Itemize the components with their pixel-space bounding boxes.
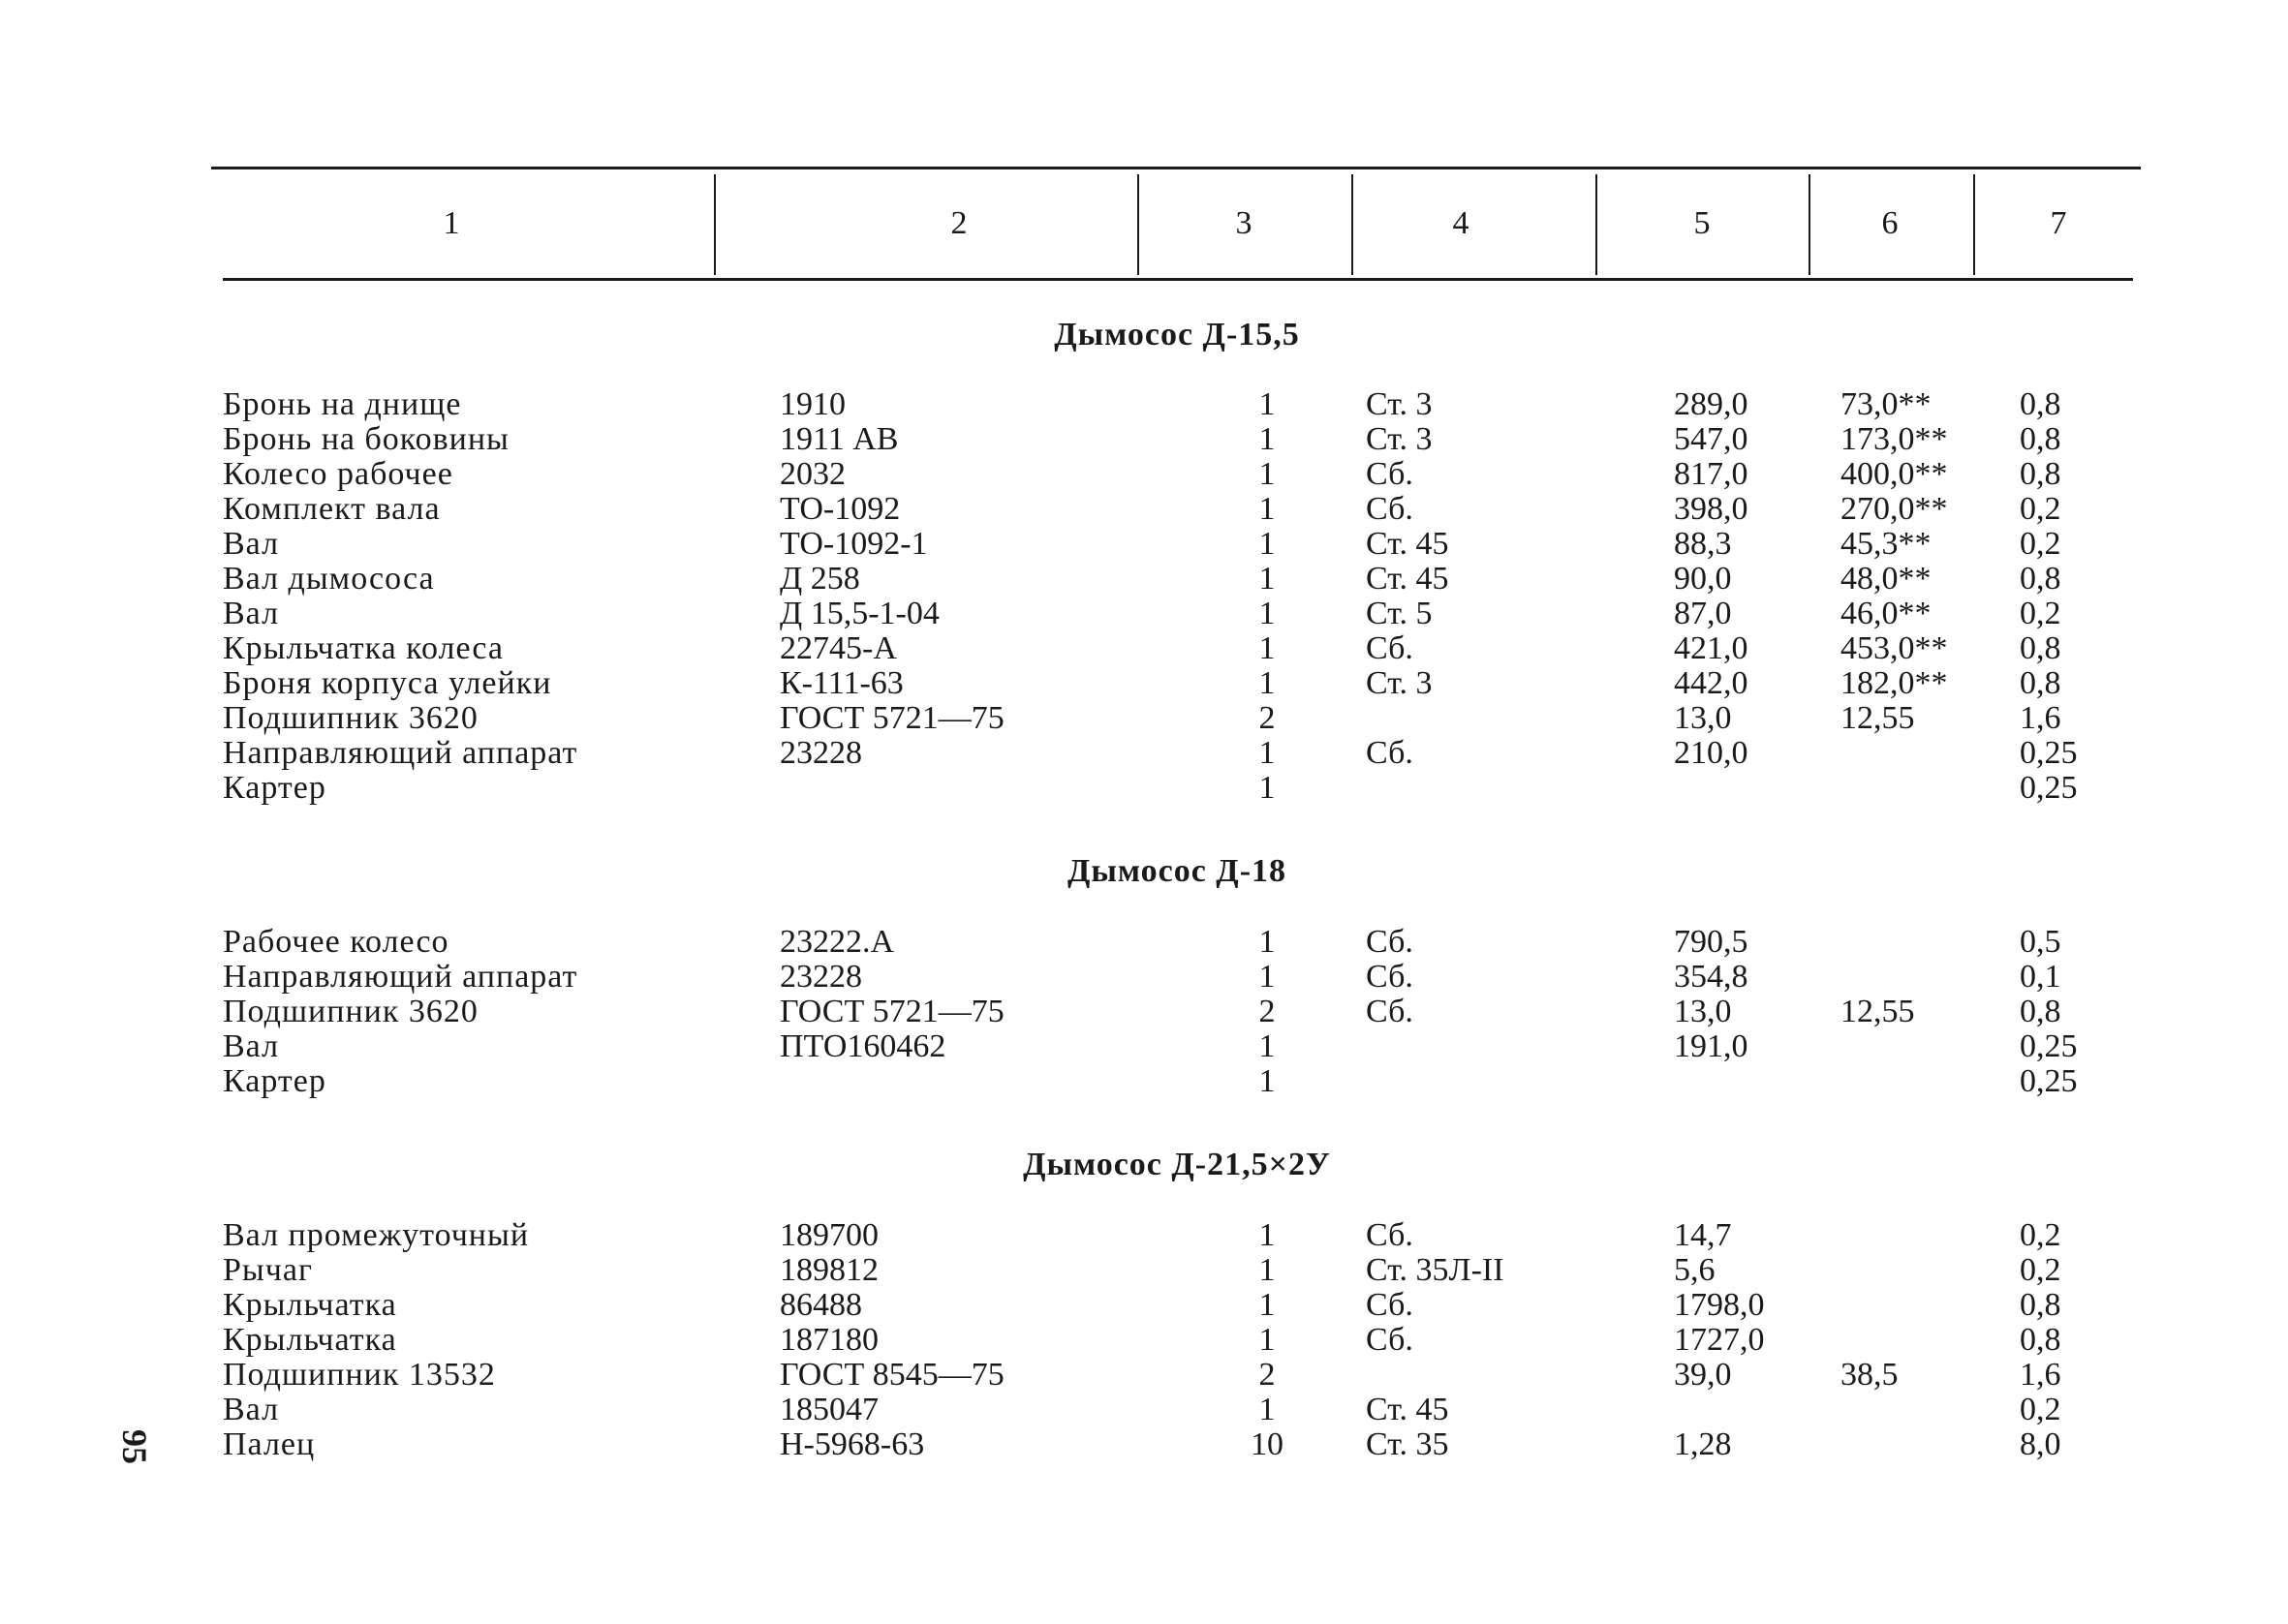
table-row xyxy=(0,995,2288,1029)
header-divider xyxy=(1351,174,1353,275)
material-cell: Ст. 3 xyxy=(1366,421,1433,457)
header-divider xyxy=(1595,174,1597,275)
table-row xyxy=(0,527,2288,562)
drawing-number-cell: ГОСТ 8545—75 xyxy=(780,1357,1005,1393)
table-row xyxy=(0,771,2288,806)
mass-cell: 191,0 xyxy=(1674,1028,1748,1064)
wear-rate-cell: 0,2 xyxy=(2020,1252,2061,1288)
drawing-number-cell: 1910 xyxy=(780,386,846,422)
mass-cell: 5,6 xyxy=(1674,1252,1716,1288)
item-name-cell: Палец xyxy=(223,1426,316,1462)
wear-rate-cell: 0,8 xyxy=(2020,1287,2061,1323)
mass-2-cell: 173,0** xyxy=(1840,421,1948,457)
material-cell: Ст. 35Л-II xyxy=(1366,1252,1504,1288)
table-row xyxy=(0,1029,2288,1064)
mass-cell: 90,0 xyxy=(1674,561,1732,597)
mass-2-cell: 46,0** xyxy=(1840,596,1932,631)
material-cell: Сб. xyxy=(1366,994,1413,1029)
material-cell: Сб. xyxy=(1366,1287,1413,1323)
quantity-cell: 1 xyxy=(1258,1028,1276,1064)
mass-cell: 1,28 xyxy=(1674,1426,1732,1462)
mass-cell: 421,0 xyxy=(1674,630,1748,666)
item-name-cell: Направляющий аппарат xyxy=(223,959,578,995)
item-name-cell: Подшипник 13532 xyxy=(223,1357,496,1393)
wear-rate-cell: 0,1 xyxy=(2020,959,2061,995)
mass-2-cell: 270,0** xyxy=(1840,491,1948,527)
mass-2-cell: 12,55 xyxy=(1840,994,1915,1029)
wear-rate-cell: 0,8 xyxy=(2020,630,2061,666)
quantity-cell: 1 xyxy=(1258,1252,1276,1288)
table-row xyxy=(0,597,2288,631)
wear-rate-cell: 0,2 xyxy=(2020,526,2061,562)
header-divider xyxy=(714,174,716,275)
table-row xyxy=(0,1427,2288,1462)
item-name-cell: Крыльчатка xyxy=(223,1287,397,1323)
item-name-cell: Подшипник 3620 xyxy=(223,700,479,736)
drawing-number-cell: 23228 xyxy=(780,735,862,771)
mass-cell: 1798,0 xyxy=(1674,1287,1765,1323)
table-row xyxy=(0,1358,2288,1393)
drawing-number-cell: 23228 xyxy=(780,959,862,995)
header-divider xyxy=(1973,174,1975,275)
mass-cell: 790,5 xyxy=(1674,924,1748,960)
quantity-cell: 1 xyxy=(1258,1322,1276,1358)
item-name-cell: Вал xyxy=(223,1028,280,1064)
item-name-cell: Комплект вала xyxy=(223,491,441,527)
table-row xyxy=(0,1218,2288,1253)
drawing-number-cell: 185047 xyxy=(780,1392,879,1427)
table-row xyxy=(0,1253,2288,1288)
material-cell: Ст. 45 xyxy=(1366,1392,1449,1427)
mass-2-cell: 38,5 xyxy=(1840,1357,1899,1393)
drawing-number-cell: 2032 xyxy=(780,456,846,492)
item-name-cell: Крыльчатка xyxy=(223,1322,397,1358)
quantity-cell: 1 xyxy=(1258,596,1276,631)
quantity-cell: 1 xyxy=(1258,735,1276,771)
drawing-number-cell: ПТО160462 xyxy=(780,1028,946,1064)
mass-2-cell: 400,0** xyxy=(1840,456,1948,492)
item-name-cell: Вал xyxy=(223,526,280,562)
drawing-number-cell: Д 258 xyxy=(780,561,860,597)
material-cell: Сб. xyxy=(1366,735,1413,771)
wear-rate-cell: 8,0 xyxy=(2020,1426,2061,1462)
wear-rate-cell: 0,25 xyxy=(2020,735,2078,771)
drawing-number-cell: 86488 xyxy=(780,1287,862,1323)
item-name-cell: Направляющий аппарат xyxy=(223,735,578,771)
item-name-cell: Вал дымососа xyxy=(223,561,435,597)
drawing-number-cell: 187180 xyxy=(780,1322,879,1358)
drawing-number-cell: 1911 АВ xyxy=(780,421,899,457)
table-row xyxy=(0,492,2288,527)
material-cell: Сб. xyxy=(1366,491,1413,527)
wear-rate-cell: 0,8 xyxy=(2020,386,2061,422)
table-row xyxy=(0,736,2288,771)
mass-2-cell: 182,0** xyxy=(1840,665,1948,701)
drawing-number-cell: ГОСТ 5721—75 xyxy=(780,700,1005,736)
wear-rate-cell: 0,8 xyxy=(2020,421,2061,457)
drawing-number-cell: К-111-63 xyxy=(780,665,904,701)
column-header-6: 6 xyxy=(1881,205,1899,241)
column-header-3: 3 xyxy=(1235,205,1252,241)
drawing-number-cell: ТО-1092-1 xyxy=(780,526,928,562)
table-row xyxy=(0,960,2288,995)
material-cell: Ст. 3 xyxy=(1366,665,1433,701)
wear-rate-cell: 1,6 xyxy=(2020,700,2061,736)
quantity-cell: 2 xyxy=(1258,1357,1276,1393)
mass-2-cell: 45,3** xyxy=(1840,526,1932,562)
item-name-cell: Колесо рабочее xyxy=(223,456,453,492)
table-row xyxy=(0,925,2288,960)
drawing-number-cell: 189700 xyxy=(780,1217,879,1253)
item-name-cell: Бронь на днище xyxy=(223,386,462,422)
wear-rate-cell: 0,8 xyxy=(2020,1322,2061,1358)
column-header-2: 2 xyxy=(950,205,968,241)
material-cell: Сб. xyxy=(1366,959,1413,995)
wear-rate-cell: 0,8 xyxy=(2020,994,2061,1029)
mass-cell: 210,0 xyxy=(1674,735,1748,771)
wear-rate-cell: 0,25 xyxy=(2020,770,2078,806)
mass-cell: 88,3 xyxy=(1674,526,1732,562)
item-name-cell: Крыльчатка колеса xyxy=(223,630,505,666)
item-name-cell: Вал xyxy=(223,1392,280,1427)
quantity-cell: 1 xyxy=(1258,561,1276,597)
mass-cell: 354,8 xyxy=(1674,959,1748,995)
wear-rate-cell: 0,2 xyxy=(2020,1392,2061,1427)
item-name-cell: Подшипник 3620 xyxy=(223,994,479,1029)
item-name-cell: Броня корпуса улейки xyxy=(223,665,552,701)
drawing-number-cell: 23222.А xyxy=(780,924,895,960)
drawing-number-cell: Н-5968-63 xyxy=(780,1426,925,1462)
quantity-cell: 1 xyxy=(1258,665,1276,701)
quantity-cell: 1 xyxy=(1258,386,1276,422)
material-cell: Ст. 35 xyxy=(1366,1426,1449,1462)
wear-rate-cell: 0,25 xyxy=(2020,1063,2078,1099)
material-cell: Ст. 45 xyxy=(1366,526,1449,562)
quantity-cell: 1 xyxy=(1258,1217,1276,1253)
quantity-cell: 10 xyxy=(1251,1426,1283,1462)
material-cell: Сб. xyxy=(1366,456,1413,492)
mass-2-cell: 453,0** xyxy=(1840,630,1948,666)
quantity-cell: 2 xyxy=(1258,700,1276,736)
page-number: 95 xyxy=(115,1429,154,1464)
quantity-cell: 1 xyxy=(1258,630,1276,666)
column-header-7: 7 xyxy=(2050,205,2067,241)
material-cell: Ст. 45 xyxy=(1366,561,1449,597)
quantity-cell: 1 xyxy=(1258,526,1276,562)
drawing-number-cell: 189812 xyxy=(780,1252,879,1288)
table-row xyxy=(0,701,2288,736)
table-row xyxy=(0,457,2288,492)
table-row xyxy=(0,666,2288,701)
material-cell: Ст. 5 xyxy=(1366,596,1433,631)
mass-cell: 13,0 xyxy=(1674,994,1732,1029)
wear-rate-cell: 0,2 xyxy=(2020,596,2061,631)
drawing-number-cell: ТО-1092 xyxy=(780,491,901,527)
table-row xyxy=(0,422,2288,457)
column-header-5: 5 xyxy=(1693,205,1711,241)
table-row xyxy=(0,1288,2288,1323)
quantity-cell: 1 xyxy=(1258,456,1276,492)
column-header-4: 4 xyxy=(1452,205,1469,241)
material-cell: Сб. xyxy=(1366,1217,1413,1253)
header-divider xyxy=(1809,174,1810,275)
wear-rate-cell: 1,6 xyxy=(2020,1357,2061,1393)
table-header-rule xyxy=(223,278,2133,281)
table-row xyxy=(0,562,2288,597)
wear-rate-cell: 0,8 xyxy=(2020,561,2061,597)
quantity-cell: 1 xyxy=(1258,924,1276,960)
table-row xyxy=(0,387,2288,422)
section-title: Дымосос Д-18 xyxy=(1067,853,1287,889)
wear-rate-cell: 0,5 xyxy=(2020,924,2061,960)
item-name-cell: Вал промежуточный xyxy=(223,1217,530,1253)
quantity-cell: 1 xyxy=(1258,491,1276,527)
drawing-number-cell: Д 15,5-1-04 xyxy=(780,596,940,631)
wear-rate-cell: 0,2 xyxy=(2020,491,2061,527)
quantity-cell: 1 xyxy=(1258,421,1276,457)
wear-rate-cell: 0,8 xyxy=(2020,456,2061,492)
quantity-cell: 1 xyxy=(1258,959,1276,995)
quantity-cell: 1 xyxy=(1258,1392,1276,1427)
table-row xyxy=(0,1064,2288,1099)
mass-cell: 1727,0 xyxy=(1674,1322,1765,1358)
item-name-cell: Рычаг xyxy=(223,1252,313,1288)
header-divider xyxy=(1137,174,1139,275)
mass-2-cell: 12,55 xyxy=(1840,700,1915,736)
drawing-number-cell: ГОСТ 5721—75 xyxy=(780,994,1005,1029)
mass-cell: 13,0 xyxy=(1674,700,1732,736)
table-row xyxy=(0,1323,2288,1358)
mass-cell: 547,0 xyxy=(1674,421,1748,457)
mass-2-cell: 73,0** xyxy=(1840,386,1932,422)
item-name-cell: Рабочее колесо xyxy=(223,924,449,960)
item-name-cell: Вал xyxy=(223,596,280,631)
mass-cell: 398,0 xyxy=(1674,491,1748,527)
mass-2-cell: 48,0** xyxy=(1840,561,1932,597)
material-cell: Сб. xyxy=(1366,1322,1413,1358)
table-row xyxy=(0,631,2288,666)
mass-cell: 14,7 xyxy=(1674,1217,1732,1253)
wear-rate-cell: 0,25 xyxy=(2020,1028,2078,1064)
quantity-cell: 2 xyxy=(1258,994,1276,1029)
material-cell: Ст. 3 xyxy=(1366,386,1433,422)
mass-cell: 39,0 xyxy=(1674,1357,1732,1393)
item-name-cell: Картер xyxy=(223,1063,326,1099)
table-top-rule xyxy=(211,167,2141,169)
mass-cell: 442,0 xyxy=(1674,665,1748,701)
mass-cell: 817,0 xyxy=(1674,456,1748,492)
column-header-1: 1 xyxy=(443,205,460,241)
mass-cell: 289,0 xyxy=(1674,386,1748,422)
material-cell: Сб. xyxy=(1366,924,1413,960)
wear-rate-cell: 0,2 xyxy=(2020,1217,2061,1253)
drawing-number-cell: 22745-А xyxy=(780,630,897,666)
quantity-cell: 1 xyxy=(1258,1287,1276,1323)
item-name-cell: Картер xyxy=(223,770,326,806)
section-title: Дымосос Д-21,5×2У xyxy=(1023,1147,1331,1182)
quantity-cell: 1 xyxy=(1258,770,1276,806)
mass-cell: 87,0 xyxy=(1674,596,1732,631)
quantity-cell: 1 xyxy=(1258,1063,1276,1099)
material-cell: Сб. xyxy=(1366,630,1413,666)
wear-rate-cell: 0,8 xyxy=(2020,665,2061,701)
table-row xyxy=(0,1393,2288,1427)
item-name-cell: Бронь на боковины xyxy=(223,421,510,457)
section-title: Дымосос Д-15,5 xyxy=(1054,317,1300,352)
